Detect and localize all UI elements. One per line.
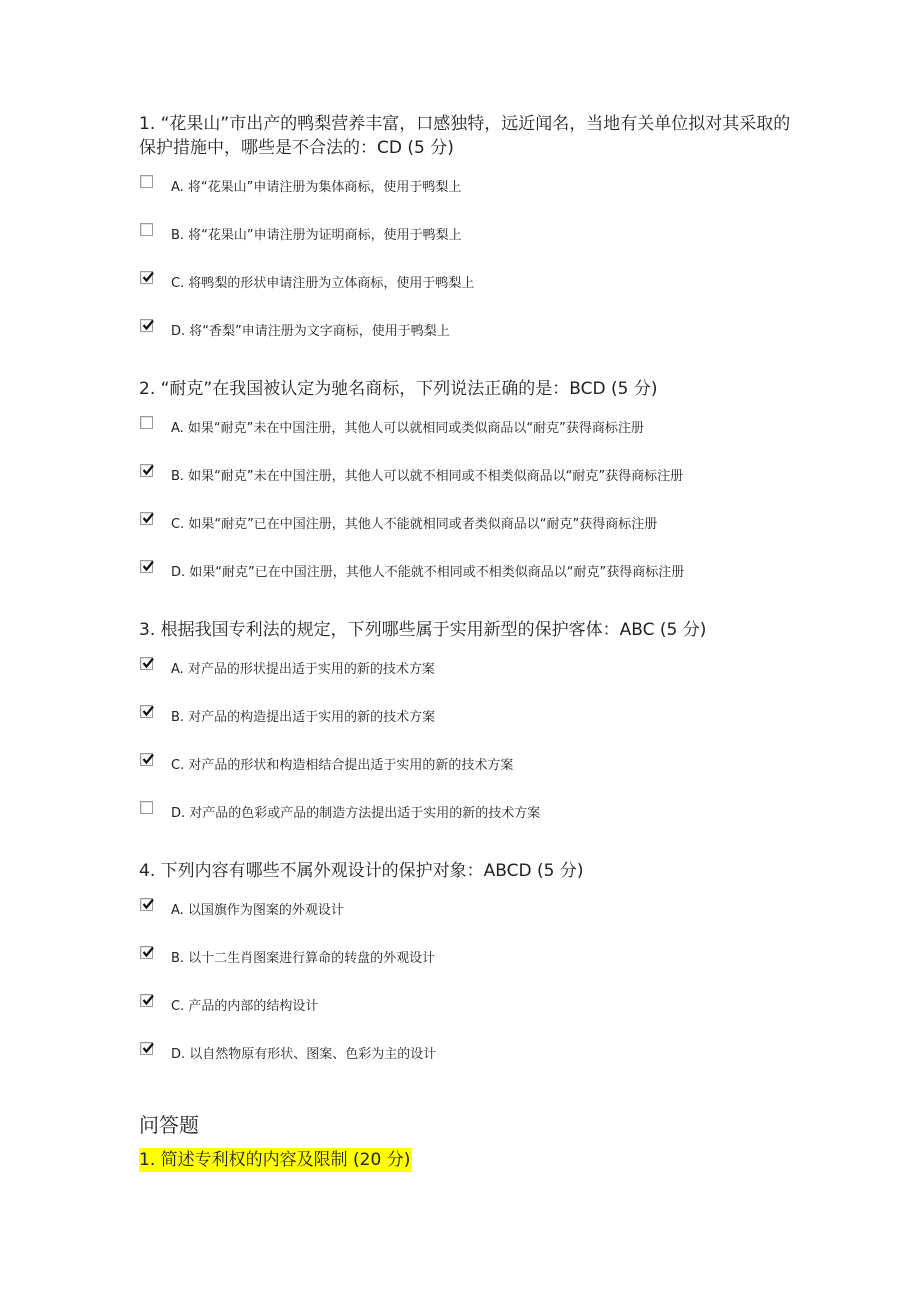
checkmark-icon	[141, 945, 156, 959]
checkbox-checked[interactable]	[140, 512, 153, 525]
question-4-title: 4. 下列内容有哪些不属外观设计的保护对象：ABCD (5 分)	[139, 861, 584, 881]
question-2-title: 2. “耐克”在我国被认定为驰名商标，下列说法正确的是：BCD (5 分)	[139, 379, 658, 399]
checkmark-icon	[141, 559, 156, 573]
question-3-title: 3. 根据我国专利法的规定，下列哪些属于实用新型的保护客体：ABC (5 分)	[139, 620, 707, 640]
question-2-option-b[interactable]	[140, 464, 840, 486]
option-label: C. 产品的内部的结构设计	[171, 999, 319, 1014]
question-2-option-a[interactable]	[140, 416, 840, 438]
checkbox-checked[interactable]	[140, 994, 153, 1007]
checkmark-icon	[141, 511, 156, 525]
option-label: D. 对产品的色彩或产品的制造方法提出适于实用的新的技术方案	[171, 806, 541, 821]
checkmark-icon	[141, 270, 156, 284]
option-label: D. 将“香梨”申请注册为文字商标，使用于鸭梨上	[171, 324, 450, 339]
question-2-option-d[interactable]	[140, 560, 840, 582]
checkbox-unchecked[interactable]	[140, 223, 153, 236]
question-1-option-d[interactable]	[140, 319, 840, 341]
essay-question-title: 1. 简述专利权的内容及限制 (20 分)	[139, 1150, 411, 1170]
option-label: C. 将鸭梨的形状申请注册为立体商标，使用于鸭梨上	[171, 276, 475, 291]
checkbox-checked[interactable]	[140, 898, 153, 911]
checkbox-checked[interactable]	[140, 1042, 153, 1055]
question-4-option-d[interactable]	[140, 1042, 840, 1064]
option-label: B. 以十二生肖图案进行算命的转盘的外观设计	[171, 951, 436, 966]
checkmark-icon	[141, 993, 156, 1007]
checkmark-icon	[141, 1041, 156, 1055]
question-4-option-a[interactable]	[140, 898, 840, 920]
checkmark-icon	[141, 897, 156, 911]
checkmark-icon	[141, 463, 156, 477]
option-label: D. 如果“耐克”已在中国注册，其他人不能就不相同或不相类似商品以“耐克”获得商标注册	[171, 565, 685, 580]
question-4-option-c[interactable]	[140, 994, 840, 1016]
option-label: A. 对产品的形状提出适于实用的新的技术方案	[171, 662, 435, 677]
checkbox-checked[interactable]	[140, 705, 153, 718]
option-label: A. 以国旗作为图案的外观设计	[171, 903, 344, 918]
option-label: D. 以自然物原有形状、图案、色彩为主的设计	[171, 1047, 437, 1062]
option-label: B. 如果“耐克”未在中国注册，其他人可以就不相同或不相类似商品以“耐克”获得商标注册	[171, 469, 684, 484]
option-label: A. 如果“耐克”未在中国注册，其他人可以就相同或类似商品以“耐克”获得商标注册	[171, 421, 644, 436]
question-2-option-c[interactable]	[140, 512, 840, 534]
option-label: C. 如果“耐克”已在中国注册，其他人不能就相同或者类似商品以“耐克”获得商标注册	[171, 517, 658, 532]
checkbox-checked[interactable]	[140, 753, 153, 766]
question-1-option-c[interactable]	[140, 271, 840, 293]
checkbox-checked[interactable]	[140, 319, 153, 332]
checkbox-checked[interactable]	[140, 560, 153, 573]
checkmark-icon	[141, 656, 156, 670]
question-1-title: 1. “花果山”市出产的鸭梨营养丰富，口感独特，远近闻名，当地有关单位拟对其采取的保护措施中，哪些是不合法的：CD (5 分)	[139, 114, 791, 158]
question-3-option-a[interactable]	[140, 657, 840, 679]
checkbox-checked[interactable]	[140, 464, 153, 477]
checkmark-icon	[141, 318, 156, 332]
question-4-option-b[interactable]	[140, 946, 840, 968]
question-1-option-b[interactable]	[140, 223, 840, 245]
option-label: B. 将“花果山”申请注册为证明商标，使用于鸭梨上	[171, 228, 462, 243]
checkbox-unchecked[interactable]	[140, 801, 153, 814]
checkbox-unchecked[interactable]	[140, 416, 153, 429]
option-label: B. 对产品的构造提出适于实用的新的技术方案	[171, 710, 436, 725]
checkbox-checked[interactable]	[140, 946, 153, 959]
checkbox-checked[interactable]	[140, 271, 153, 284]
question-3-option-d[interactable]	[140, 801, 840, 823]
checkmark-icon	[141, 752, 156, 766]
question-1-option-a[interactable]	[140, 175, 840, 197]
checkbox-checked[interactable]	[140, 657, 153, 670]
checkbox-unchecked[interactable]	[140, 175, 153, 188]
option-label: A. 将“花果山”申请注册为集体商标，使用于鸭梨上	[171, 180, 462, 195]
question-3-option-c[interactable]	[140, 753, 840, 775]
question-3-option-b[interactable]	[140, 705, 840, 727]
option-label: C. 对产品的形状和构造相结合提出适于实用的新的技术方案	[171, 758, 514, 773]
checkmark-icon	[141, 704, 156, 718]
section-heading: 问答题	[139, 1113, 199, 1137]
